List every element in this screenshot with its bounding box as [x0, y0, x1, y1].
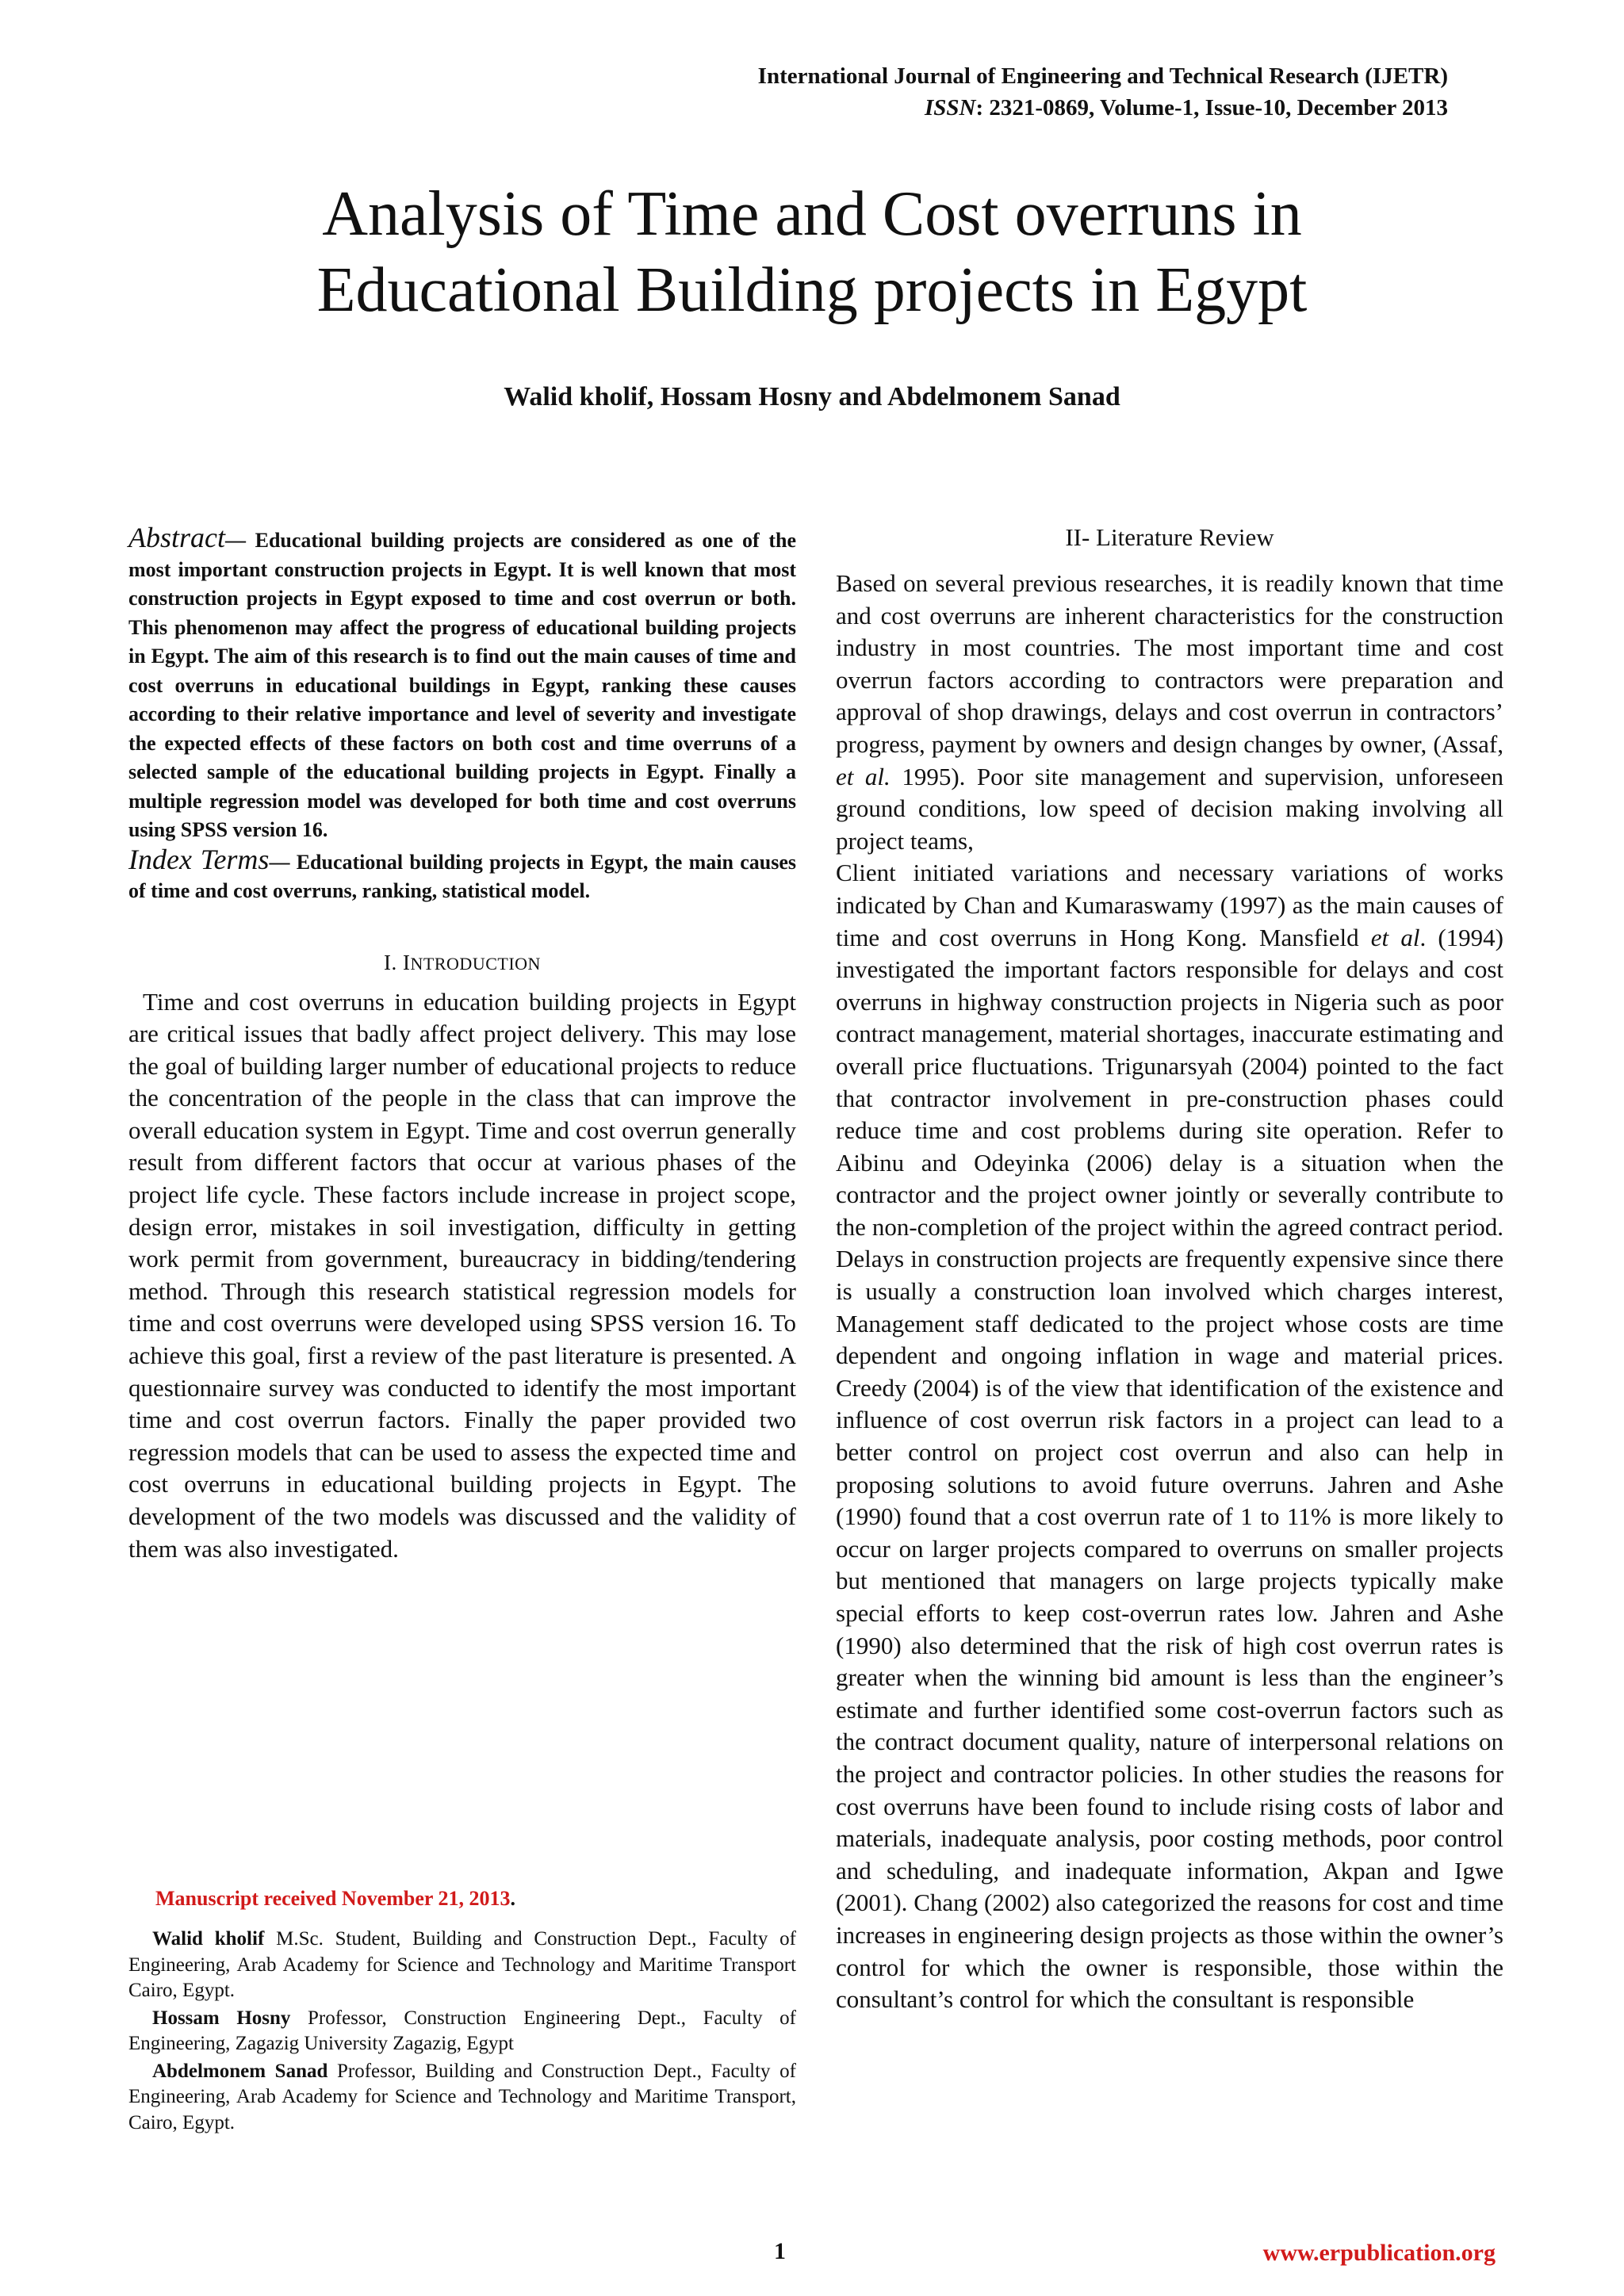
index-terms [128, 845, 796, 906]
issn-line [758, 92, 1448, 124]
journal-name: International Journal of Engineering and Technical Research (IJETR) [757, 63, 1448, 89]
lr-para2-etal: et al [1370, 923, 1420, 951]
index-terms-label: Index Terms [128, 843, 270, 875]
lr-para1-text-b: 1995). Poor site management and supervision, unforeseen ground conditions, low speed of decision making involving all project teams, [836, 762, 1503, 855]
footnote-author-1-text: M.Sc. Student, Building and Construction Dept., Faculty of Engineering, Arab Academy for Science and Technology and Maritime Transport Cairo, Egypt. [128, 1928, 796, 2001]
abstract-text: Educational building projects are considered as one of the most important construction projects in Egypt. It is well known that most construction projects in Egypt exposed to time and cost overrun or both. This phenomenon may affect the progress of educational building projects in Egypt. The aim of this research is to find out the main causes of time and cost overruns in educational buildings in Egypt, ranking these causes according to their relative importance and level of severity and investigate the expected effects of these factors on both cost and time overruns of a selected sample of the educational building projects in Egypt. Finally a multiple regression model was developed for both time and cost overruns using SPSS version 16. [128, 529, 796, 841]
literature-review-heading: II- Literature Review [1065, 523, 1274, 551]
lr-para1-text-a: Based on several previous researches, it is readily known that time and cost overruns are inherent characteristics for the construction industry in most countries. The most important time and cost overrun factors according to contractors were preparation and approval of shop drawings, delays and cost overrun in contractors’ progress, payment by owners and design changes by owner, (Assaf, [836, 569, 1503, 758]
introduction-number: I. [384, 950, 397, 974]
index-terms-dash: — [269, 850, 290, 874]
footnote-author-1 [128, 1927, 796, 2004]
title-line-1: Analysis of Time and Cost overruns in [322, 179, 1302, 249]
manuscript-text: Manuscript received November 21, 2013 [155, 1887, 511, 1910]
author-list: Walid kholif, Hossam Hosny and Abdelmonem Sanad [504, 382, 1120, 411]
abstract-dash: — [225, 529, 246, 552]
index-terms-text: Educational building projects in Egypt, the main causes of time and cost overruns, ranking, statistical model. [128, 850, 796, 902]
introduction-heading-first: I [403, 950, 411, 974]
lr-para2-text-a: Client initiated variations and necessary variations of works indicated by Chan and Kumaraswamy (1997) as the main causes of time and cost overruns in Hong Kong. Mansfield [836, 859, 1503, 951]
footnote-author-1-name: Walid kholif [152, 1928, 265, 1950]
lr-para2-text-b: . (1994) investigated the important factors responsible for delays and cost overruns in highway construction projects in Nigeria such as poor contract management, material shortages, inaccurate estimating and overall price fluctuations. Trigunarsyah (2004) pointed to the fact that contractor involvement in pre-construction phases could reduce time and cost problems during site operation. Refer to Aibinu and Odeyinka (2006) delay is a situation when the contractor and the project owner jointly or severally contribute to the non-completion of the project within the agreed contract period. Delays in construction projects are frequently expensive since there is usually a construction loan involved which charges interest, Management staff dedicated to the project whose costs are time dependent and ongoing inflation in wage and material prices. Creedy (2004) is of the view that identification of the existence and influence of cost overrun risk factors in a project can lead to a better control on project cost overrun and also can help in proposing solutions to avoid future overruns. Jahren and Ashe (1990) found that a cost overrun rate of 1 to 11% is more likely to occur on larger projects compared to overruns on smaller projects but mentioned that managers on large projects typically make special efforts to keep cost-overrun rates low. Jahren and Ashe (1990) also determined that the risk of high cost overrun rates is greater when the winning bid amount is less than the engineer’s estimate and further identified some cost-overrun factors such as the contract document quality, nature of interpersonal relations on the project and contractor policies. In other studies the reasons for cost overruns have been found to include rising costs of labor and materials, inadequate analysis, poor costing methods, poor control and scheduling, and inadequate information, Akpan and Igwe (2001). Chang (2002) also categorized the reasons for cost and time increases in engineering design projects as those within the owner’s control for which the owner is responsible, those within the consultant’s control for which the consultant is responsible [836, 923, 1503, 2014]
footnote-author-3-text: Professor, Building and Construction Dept., Faculty of Engineering, Arab Academy for Science and Technology and Maritime Transport, Cairo, Egypt. [128, 2060, 796, 2133]
abstract [128, 523, 796, 845]
introduction-heading [128, 951, 796, 975]
introduction-heading-rest: NTRODUCTION [410, 953, 541, 974]
literature-review-para-2 [836, 857, 1503, 2015]
footnote-author-3 [128, 2059, 796, 2137]
footnote-author-2 [128, 2006, 796, 2057]
issn-details: : 2321-0869, Volume-1, Issue-10, December 2013 [975, 95, 1448, 121]
title-line-2: Educational Building projects in Egypt [316, 255, 1308, 325]
paper-title [0, 176, 1624, 328]
right-column [836, 523, 1503, 2016]
abstract-label: Abstract [128, 522, 225, 553]
footnote-author-2-name: Hossam Hosny [152, 2007, 291, 2029]
left-column [128, 523, 796, 1565]
introduction-text: Time and cost overruns in education building projects in Egypt are critical issues that badly affect project delivery. This may lose the goal of building larger number of educational projects to reduce the concentration of the people in the class that can improve the overall education system in Egypt. Time and cost overrun generally result from different factors that occur at various phases of the project life cycle. These factors include increase in project scope, design error, mistakes in soil investigation, difficulty in getting work permit from government, bureaucracy in bidding/tendering method. Through this research statistical regression models for time and cost overruns were developed using SPSS version 16. To achieve this goal, first a review of the past literature is presented. A questionnaire survey was conducted to identify the most important time and cost overrun factors. Finally the paper provided two regression models that can be used to assess the expected time and cost overruns in educational building projects in Egypt. The development of the two models was discussed and the validity of them was also investigated. [128, 987, 796, 1563]
manuscript-note: Manuscript received November 21, 2013. [155, 1887, 515, 1910]
literature-review-para-1 [836, 568, 1503, 857]
page-number: 1 [774, 2238, 786, 2264]
publisher-link[interactable]: www.erpublication.org [1262, 2240, 1496, 2266]
issn-label: ISSN [924, 95, 976, 121]
lr-para1-etal: et al. [836, 762, 891, 790]
author-footnotes [128, 1927, 796, 2137]
journal-header [758, 60, 1448, 124]
footnote-author-3-name: Abdelmonem Sanad [152, 2060, 328, 2082]
footnote-author-2-text: Professor, Construction Engineering Dept., Faculty of Engineering, Zagazig University Zagazig, Egypt [128, 2007, 796, 2054]
